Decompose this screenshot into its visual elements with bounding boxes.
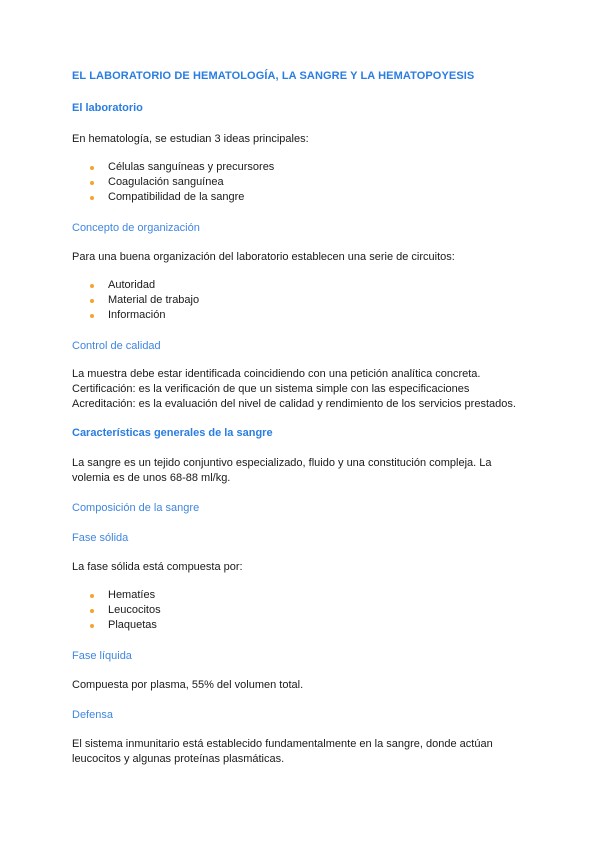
bullet-icon bbox=[90, 166, 94, 170]
bullet-icon bbox=[90, 299, 94, 303]
heading-control-calidad: Control de calidad bbox=[72, 340, 161, 352]
bullet-icon bbox=[90, 314, 94, 318]
list-item: Compatibilidad de la sangre bbox=[72, 190, 532, 205]
paragraph-calidad-line-2: Certificación: es la verificación de que un sistema simple con las especificaciones bbox=[72, 383, 470, 395]
paragraph-fase-solida-intro: La fase sólida está compuesta por: bbox=[72, 561, 243, 573]
list-item: Leucocitos bbox=[72, 603, 532, 618]
bullet-icon bbox=[90, 609, 94, 613]
paragraph-caracteristicas-line-2: volemia es de unos 68-88 ml/kg. bbox=[72, 472, 231, 484]
heading-caracteristicas-sangre: Características generales de la sangre bbox=[72, 427, 273, 439]
bullet-icon bbox=[90, 284, 94, 288]
list-item: Plaquetas bbox=[72, 618, 532, 633]
paragraph-calidad-line-3: Acreditación: es la evaluación del nivel de calidad y rendimiento de los servicios prestados. bbox=[72, 398, 516, 410]
list-item: Autoridad bbox=[72, 278, 532, 293]
paragraph-laboratorio-intro: En hematología, se estudian 3 ideas principales: bbox=[72, 133, 309, 145]
list-organizacion bbox=[72, 278, 532, 323]
paragraph-defensa-line-2: leucocitos y algunas proteínas plasmáticas. bbox=[72, 753, 285, 765]
bullet-icon bbox=[90, 624, 94, 628]
list-item: Hematíes bbox=[72, 588, 532, 603]
list-item: Coagulación sanguínea bbox=[72, 175, 532, 190]
document-title: EL LABORATORIO DE HEMATOLOGÍA, LA SANGRE Y LA HEMATOPOYESIS bbox=[72, 70, 475, 82]
paragraph-fase-liquida: Compuesta por plasma, 55% del volumen total. bbox=[72, 679, 304, 691]
document-content bbox=[72, 68, 532, 767]
heading-composicion-sangre: Composición de la sangre bbox=[72, 502, 200, 514]
heading-fase-liquida: Fase líquida bbox=[72, 650, 132, 662]
bullet-icon bbox=[90, 594, 94, 598]
bullet-icon bbox=[90, 181, 94, 185]
paragraph-caracteristicas-line-1: La sangre es un tejido conjuntivo especializado, fluido y una constitución compleja. La bbox=[72, 457, 492, 469]
paragraph-defensa-line-1: El sistema inmunitario está establecido fundamentalmente en la sangre, donde actúan bbox=[72, 738, 493, 750]
heading-fase-solida: Fase sólida bbox=[72, 532, 129, 544]
list-item: Material de trabajo bbox=[72, 293, 532, 308]
list-item: Información bbox=[72, 308, 532, 323]
heading-concepto-organizacion: Concepto de organización bbox=[72, 222, 200, 234]
list-item: Células sanguíneas y precursores bbox=[72, 160, 532, 175]
paragraph-organizacion-intro: Para una buena organización del laboratorio establecen una serie de circuitos: bbox=[72, 251, 455, 263]
paragraph-calidad-line-1: La muestra debe estar identificada coincidiendo con una petición analítica concreta. bbox=[72, 368, 481, 380]
list-laboratorio bbox=[72, 160, 532, 205]
heading-el-laboratorio: El laboratorio bbox=[72, 102, 143, 114]
bullet-icon bbox=[90, 196, 94, 200]
heading-defensa: Defensa bbox=[72, 709, 113, 721]
list-fase-solida bbox=[72, 588, 532, 633]
